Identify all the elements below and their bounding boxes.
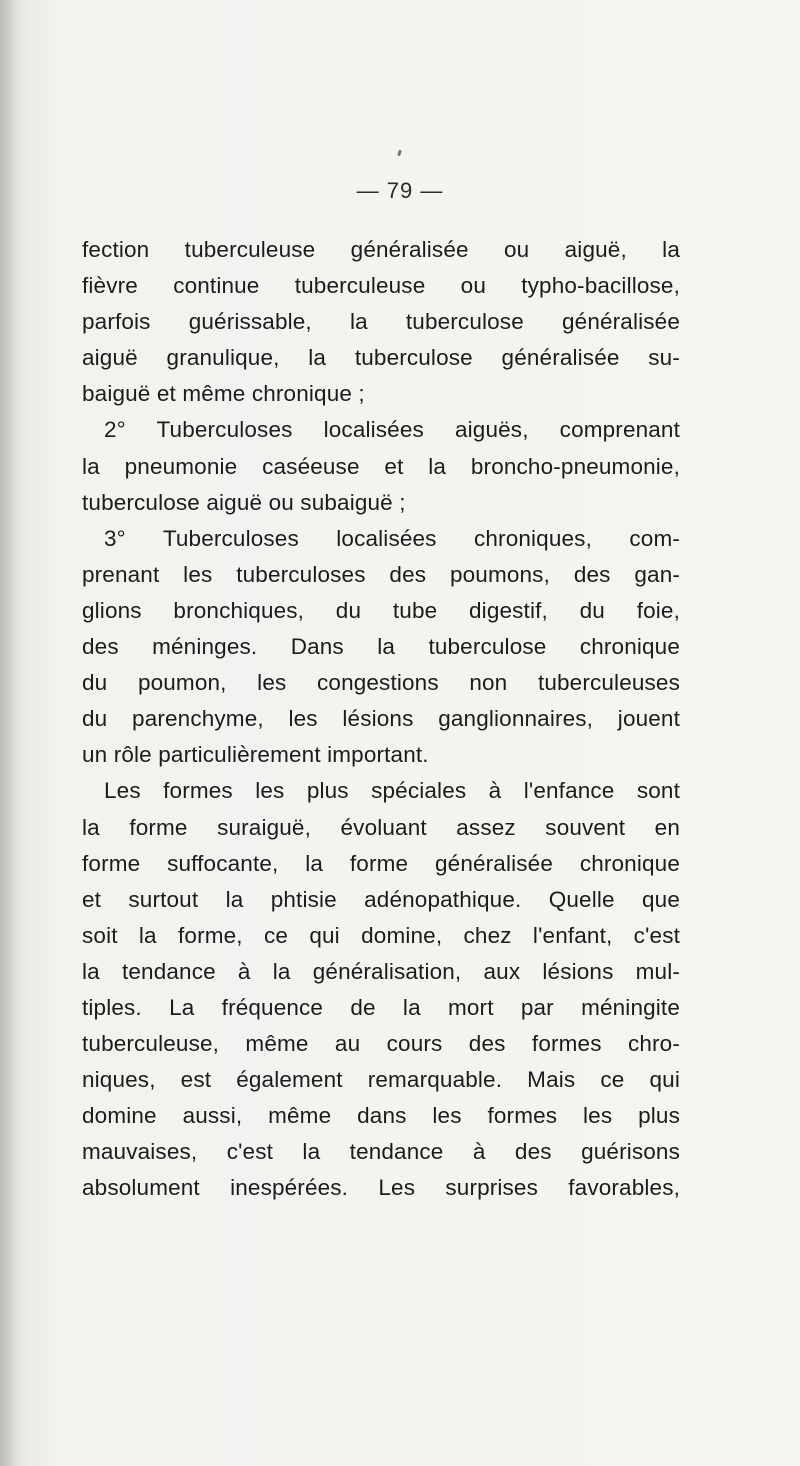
text-line: et surtout la phtisie adénopathique. Quelle que xyxy=(82,886,680,912)
ink-speck xyxy=(397,150,402,157)
text-line: absolument inespérées. Les surprises favorables, xyxy=(82,1175,680,1201)
text-line: domine aussi, même dans les formes les plus xyxy=(82,1103,680,1129)
text-line: prenant les tuberculoses des poumons, des gan- xyxy=(82,561,680,587)
text-line: 2° Tuberculoses localisées aiguës, comprenant xyxy=(104,417,680,443)
text-line: 3° Tuberculoses localisées chroniques, com- xyxy=(104,525,680,551)
text-line: glions bronchiques, du tube digestif, du foie, xyxy=(82,597,680,623)
text-line: parfois guérissable, la tuberculose généralisée xyxy=(82,309,680,335)
text-line: forme suffocante, la forme généralisée chronique xyxy=(82,850,680,876)
text-line: soit la forme, ce qui domine, chez l'enfant, c'est xyxy=(82,922,680,948)
text-line: niques, est également remarquable. Mais ce qui xyxy=(82,1067,680,1093)
text-line: la forme suraiguë, évoluant assez souvent en xyxy=(82,814,680,840)
text-line: du poumon, les congestions non tuberculeuses xyxy=(82,670,680,696)
spine-shadow xyxy=(0,0,26,1466)
text-line: mauvaises, c'est la tendance à des guérisons xyxy=(82,1139,680,1165)
text-line: tuberculose aiguë ou subaiguë ; xyxy=(82,489,406,515)
page-number: — 79 — xyxy=(356,178,444,203)
text-line: Les formes les plus spéciales à l'enfance sont xyxy=(104,778,680,804)
text-line: la pneumonie caséeuse et la broncho-pneumonie, xyxy=(82,453,680,479)
body-text xyxy=(82,232,680,1207)
text-line: fection tuberculeuse généralisée ou aiguë, la xyxy=(82,237,680,262)
text-line: un rôle particulièrement important. xyxy=(82,742,429,768)
text-line: tiples. La fréquence de la mort par méningite xyxy=(82,994,680,1020)
text-line: fièvre continue tuberculeuse ou typho-bacillose, xyxy=(82,273,680,299)
text-line: la tendance à la généralisation, aux lésions mul- xyxy=(82,958,680,984)
text-line: baiguë et même chronique ; xyxy=(82,381,365,407)
text-line: tuberculeuse, même au cours des formes chro- xyxy=(82,1031,680,1057)
text-line: du parenchyme, les lésions ganglionnaires, jouent xyxy=(82,706,680,732)
text-line: des méninges. Dans la tuberculose chronique xyxy=(82,634,680,660)
text-line: aiguë granulique, la tuberculose généralisée su- xyxy=(82,345,680,371)
